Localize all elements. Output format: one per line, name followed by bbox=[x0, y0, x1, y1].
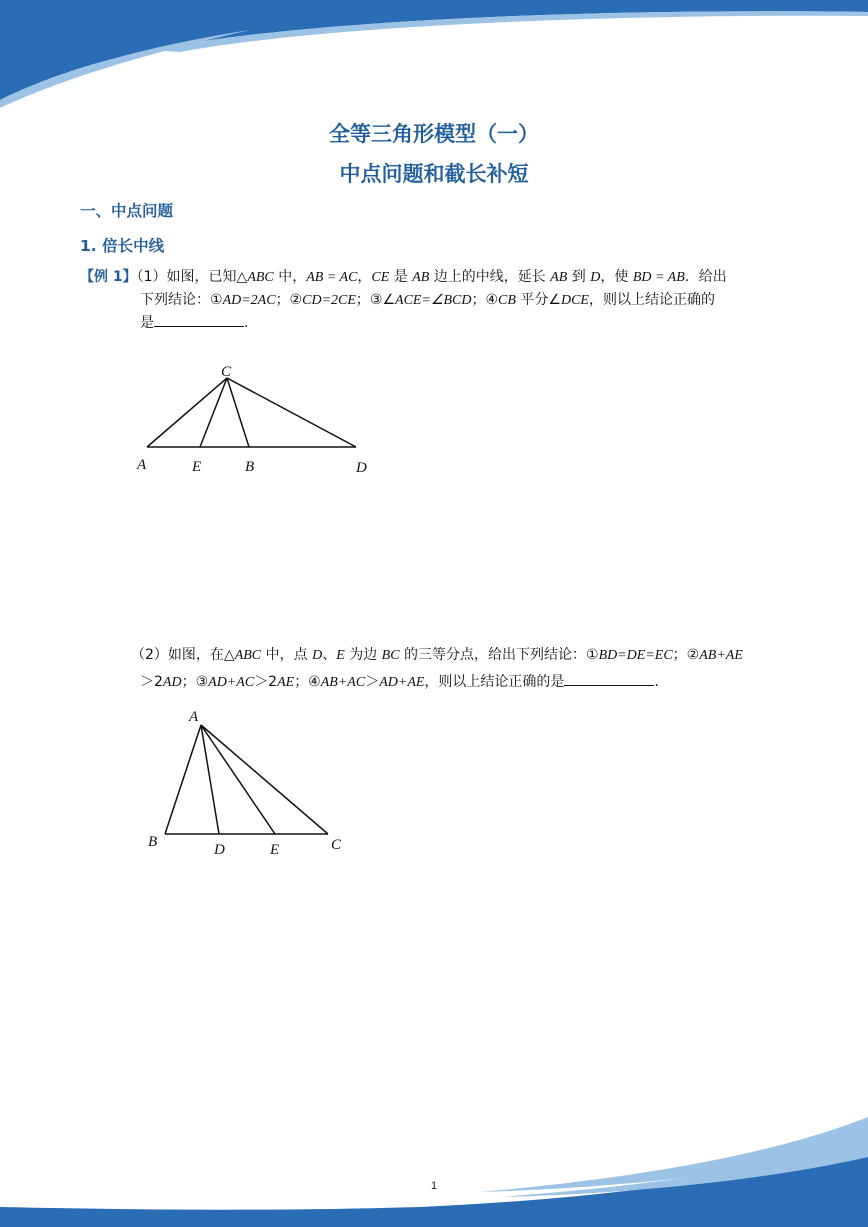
answer-blank-2 bbox=[564, 671, 654, 686]
point-label-a: A bbox=[189, 709, 199, 725]
subsection-heading: 1. 倍长中线 bbox=[80, 237, 165, 255]
example1-part2-line2: ＞2AD；③AD+AC＞2AE；④AB+AC＞AD+AE，则以上结论正确的是 . bbox=[140, 671, 800, 694]
section-heading: 一、中点问题 bbox=[80, 202, 174, 220]
page-number: 1 bbox=[430, 1180, 438, 1192]
point-label-b: B bbox=[245, 459, 255, 475]
figure-2-triangle bbox=[140, 700, 360, 865]
example1-part1-line3: 是 . bbox=[140, 312, 440, 335]
point-label-e: E bbox=[270, 842, 280, 858]
point-label-e: E bbox=[192, 459, 202, 475]
document-subtitle: 中点问题和截长补短 bbox=[339, 162, 529, 186]
point-label-b: B bbox=[148, 834, 158, 850]
bottom-wave-decoration bbox=[0, 1117, 868, 1227]
top-wave-decoration bbox=[0, 0, 868, 120]
example1-part2-line1: （2）如图，在△ABC 中，点 D、E 为边 BC 的三等分点，给出下列结论：①BD=DE=EC；②AB+AE bbox=[131, 647, 743, 663]
point-label-c: C bbox=[221, 364, 232, 380]
point-label-a: A bbox=[137, 457, 147, 473]
point-label-d: D bbox=[356, 460, 367, 476]
point-label-d: D bbox=[214, 842, 225, 858]
answer-blank-1 bbox=[154, 312, 244, 327]
example1-part1-line1: 【例 1】（1）如图，已知△ABC 中，AB = AC，CE 是 AB 边上的中线，延长 AB 到 D，使 BD = AB．给出 bbox=[80, 269, 727, 285]
example1-part1-line2: 下列结论：①AD=2AC；②CD=2CE；③∠ACE=∠BCD；④CB 平分∠DCE，则以上结论正确的 bbox=[140, 292, 715, 308]
example-label: 【例 1】 bbox=[80, 269, 137, 285]
point-label-c: C bbox=[331, 837, 342, 853]
document-title: 全等三角形模型（一） bbox=[329, 122, 539, 146]
figure-1-triangle bbox=[130, 355, 380, 480]
